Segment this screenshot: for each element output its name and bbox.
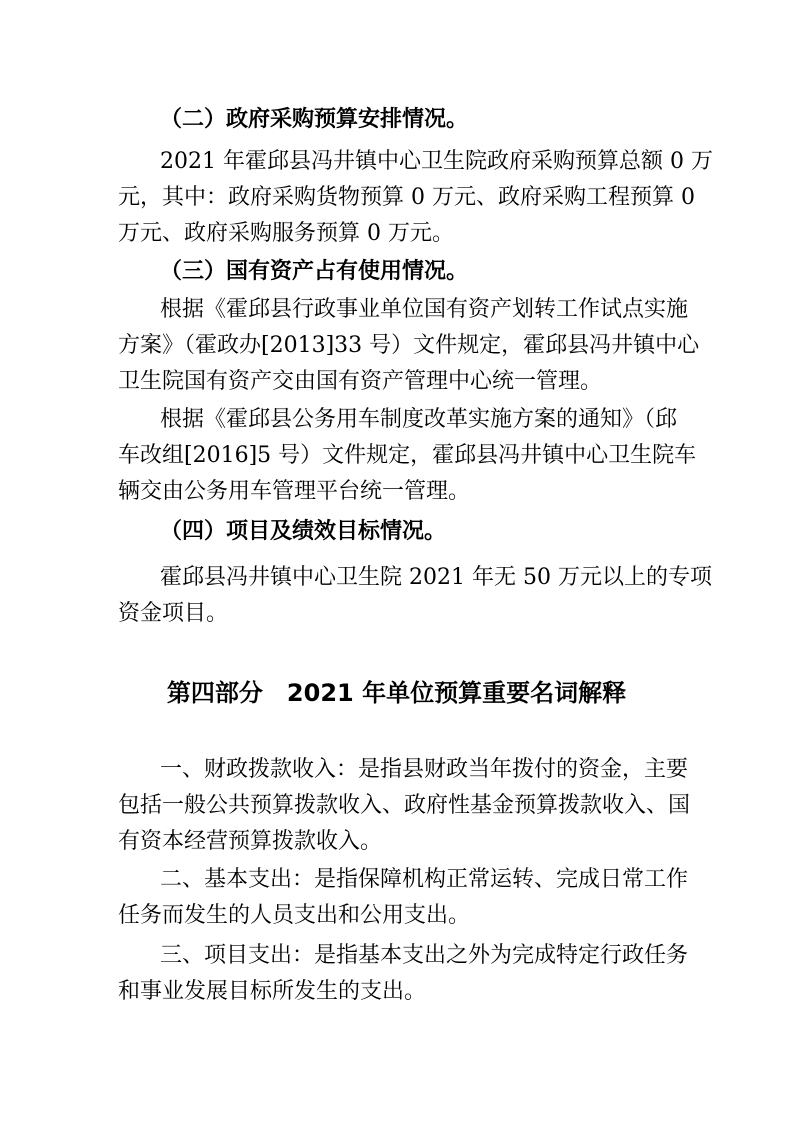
- paragraph-line: 2021 年霍邱县冯井镇中心卫生院政府采购预算总额 0 万: [160, 149, 713, 174]
- paragraph-line: 方案》（霍政办[2013]33 号）文件规定，霍邱县冯井镇中心: [118, 333, 700, 358]
- paragraph-line: 根据《霍邱县行政事业单位国有资产划转工作试点实施: [160, 297, 689, 322]
- paragraph-line: 根据《霍邱县公务用车制度改革实施方案的通知》（邱: [160, 407, 678, 432]
- section-heading-assets: （三）国有资产占有使用情况。: [160, 259, 469, 284]
- section-heading-projects: （四）项目及绩效目标情况。: [160, 519, 447, 544]
- paragraph-line: 和事业发展目标所发生的支出。: [118, 979, 427, 1004]
- paragraph-line: 辆交由公务用车管理平台统一管理。: [118, 479, 471, 504]
- paragraph-line: 任务而发生的人员支出和公用支出。: [118, 903, 471, 928]
- paragraph-line: 三、项目支出：是指基本支出之外为完成特定行政任务: [160, 943, 689, 968]
- paragraph-line: 车改组[2016]5 号）文件规定，霍邱县冯井镇中心卫生院车: [118, 443, 697, 468]
- part-title: 第四部分 2021 年单位预算重要名词解释: [166, 679, 627, 707]
- paragraph-line: 元，其中：政府采购货物预算 0 万元、政府采购工程预算 0: [118, 185, 695, 210]
- paragraph-line: 包括一般公共预算拨款收入、政府性基金预算拨款收入、国: [118, 793, 691, 818]
- paragraph-line: 万元、政府采购服务预算 0 万元。: [118, 221, 454, 246]
- paragraph-line: 有资本经营预算拨款收入。: [118, 829, 383, 854]
- paragraph-line: 霍邱县冯井镇中心卫生院 2021 年无 50 万元以上的专项: [160, 565, 712, 590]
- section-heading-procurement: （二）政府采购预算安排情况。: [160, 107, 469, 132]
- paragraph-line: 资金项目。: [118, 601, 229, 626]
- paragraph-line: 二、基本支出：是指保障机构正常运转、完成日常工作: [160, 867, 689, 892]
- paragraph-line: 卫生院国有资产交由国有资产管理中心统一管理。: [118, 369, 603, 394]
- paragraph-line: 一、财政拨款收入：是指县财政当年拨付的资金，主要: [160, 757, 689, 782]
